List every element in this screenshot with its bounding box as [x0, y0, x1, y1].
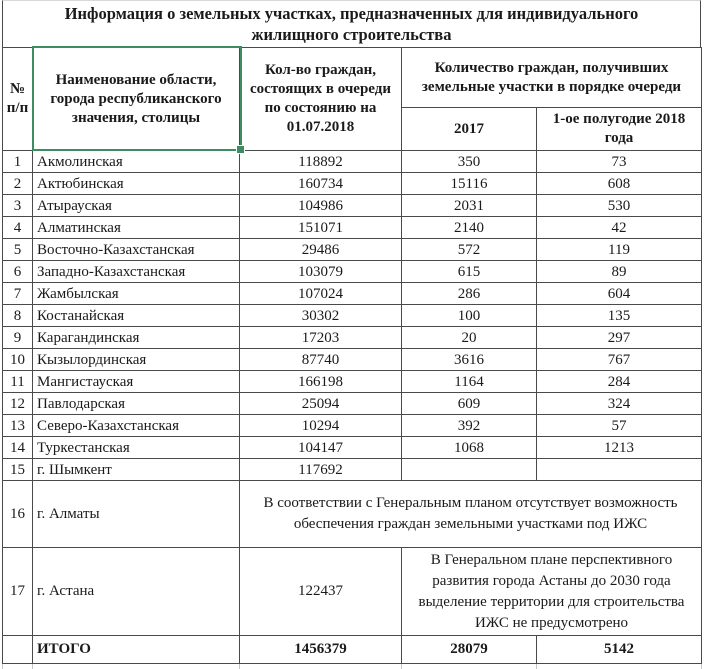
- received-2018h1-cell[interactable]: 324: [537, 393, 702, 415]
- received-2018h1-cell[interactable]: 42: [537, 217, 702, 239]
- queue-count-cell[interactable]: 122437: [240, 548, 402, 636]
- received-2017-cell[interactable]: [402, 459, 537, 481]
- row-number-cell[interactable]: 6: [3, 261, 33, 283]
- row-number-cell[interactable]: 17: [3, 548, 33, 636]
- header-num[interactable]: № п/п: [3, 48, 33, 151]
- row-number-cell[interactable]: 7: [3, 283, 33, 305]
- row-number-cell[interactable]: 8: [3, 305, 33, 327]
- row-number-cell[interactable]: 1: [3, 151, 33, 173]
- row-number-cell[interactable]: 11: [3, 371, 33, 393]
- table-row: [3, 239, 702, 261]
- received-2018h1-cell[interactable]: 767: [537, 349, 702, 371]
- row-number-cell[interactable]: 16: [3, 481, 33, 548]
- received-2017-cell[interactable]: 392: [402, 415, 537, 437]
- queue-count-cell[interactable]: 10294: [240, 415, 402, 437]
- table-row: [3, 261, 702, 283]
- table-row: [3, 195, 702, 217]
- queue-count-cell[interactable]: 25094: [240, 393, 402, 415]
- table-title-text: Информация о земельных участках, предназначенных для индивидуального жилищного строительства: [64, 4, 639, 44]
- received-2018h1-cell[interactable]: 1213: [537, 437, 702, 459]
- received-2018h1-cell[interactable]: 89: [537, 261, 702, 283]
- received-2018h1-cell[interactable]: 135: [537, 305, 702, 327]
- partial-next-row: [3, 664, 702, 669]
- received-2018h1-cell[interactable]: 604: [537, 283, 702, 305]
- received-2018h1-cell[interactable]: 119: [537, 239, 702, 261]
- region-name-cell[interactable]: Алматинская: [33, 217, 240, 239]
- row-number-cell[interactable]: 4: [3, 217, 33, 239]
- table-row: [3, 415, 702, 437]
- table-title: [2, 0, 701, 47]
- queue-count-cell[interactable]: 29486: [240, 239, 402, 261]
- table-row: [3, 173, 702, 195]
- table-row: [3, 437, 702, 459]
- queue-count-cell[interactable]: 103079: [240, 261, 402, 283]
- region-name-cell[interactable]: Костанайская: [33, 305, 240, 327]
- table-row-astana: [3, 548, 702, 636]
- empty-cell: [537, 664, 702, 669]
- queue-count-cell[interactable]: 166198: [240, 371, 402, 393]
- received-2018h1-cell[interactable]: 608: [537, 173, 702, 195]
- table-row: [3, 349, 702, 371]
- region-name-cell[interactable]: Мангистауская: [33, 371, 240, 393]
- header-received-group[interactable]: Количество граждан, получивших земельные участки в порядке очереди: [402, 48, 702, 108]
- region-name-cell[interactable]: Западно-Казахстанская: [33, 261, 240, 283]
- empty-cell: [240, 664, 402, 669]
- table-row: [3, 305, 702, 327]
- received-2017-cell[interactable]: 15116: [402, 173, 537, 195]
- table-row: [3, 459, 702, 481]
- table-row: [3, 151, 702, 173]
- total-queue-cell[interactable]: 1456379: [240, 636, 402, 664]
- header-row-1: [3, 48, 702, 108]
- region-name-cell[interactable]: Северо-Казахстанская: [33, 415, 240, 437]
- received-2018h1-cell[interactable]: 284: [537, 371, 702, 393]
- region-name-cell[interactable]: Карагандинская: [33, 327, 240, 349]
- received-2017-cell[interactable]: 609: [402, 393, 537, 415]
- received-2017-cell[interactable]: 572: [402, 239, 537, 261]
- queue-count-cell[interactable]: 87740: [240, 349, 402, 371]
- received-2017-cell[interactable]: 3616: [402, 349, 537, 371]
- region-name-cell[interactable]: г. Астана: [33, 548, 240, 636]
- row-number-cell[interactable]: 13: [3, 415, 33, 437]
- queue-count-cell[interactable]: 151071: [240, 217, 402, 239]
- queue-count-cell[interactable]: 30302: [240, 305, 402, 327]
- total-2017-cell[interactable]: 28079: [402, 636, 537, 664]
- queue-count-cell[interactable]: 107024: [240, 283, 402, 305]
- table-row: [3, 283, 702, 305]
- queue-count-cell[interactable]: 118892: [240, 151, 402, 173]
- region-name-cell[interactable]: Туркестанская: [33, 437, 240, 459]
- received-2017-cell[interactable]: 1068: [402, 437, 537, 459]
- header-region selected-cell[interactable]: Наименование области, города республиканского значения, столицы: [33, 48, 240, 151]
- fill-handle[interactable]: [236, 145, 245, 154]
- queue-count-cell[interactable]: 117692: [240, 459, 402, 481]
- region-name-cell[interactable]: Акмолинская: [33, 151, 240, 173]
- received-2017-cell[interactable]: 2031: [402, 195, 537, 217]
- empty-cell: [3, 664, 33, 669]
- received-2017-cell[interactable]: 350: [402, 151, 537, 173]
- queue-count-cell[interactable]: 104147: [240, 437, 402, 459]
- total-label-cell[interactable]: ИТОГО: [33, 636, 240, 664]
- region-name-cell[interactable]: Кызылординская: [33, 349, 240, 371]
- empty-cell: [402, 664, 537, 669]
- total-num-cell[interactable]: [3, 636, 33, 664]
- received-2018h1-cell[interactable]: 73: [537, 151, 702, 173]
- received-2017-cell[interactable]: 286: [402, 283, 537, 305]
- almaty-note-cell[interactable]: В соответствии с Генеральным планом отсутствует возможность обеспечения граждан земельными участками под ИЖС: [240, 481, 702, 548]
- received-2017-cell[interactable]: 20: [402, 327, 537, 349]
- table-row: [3, 393, 702, 415]
- received-2018h1-cell[interactable]: 297: [537, 327, 702, 349]
- table-row: [3, 371, 702, 393]
- received-2017-cell[interactable]: 615: [402, 261, 537, 283]
- total-2018h1-cell[interactable]: 5142: [537, 636, 702, 664]
- queue-count-cell[interactable]: 104986: [240, 195, 402, 217]
- astana-note-cell[interactable]: В Генеральном плане перспективного развития города Астаны до 2030 года выделение территории для строительства ИЖС не предусмотрено: [402, 548, 702, 636]
- received-2018h1-cell[interactable]: [537, 459, 702, 481]
- received-2018h1-cell[interactable]: 530: [537, 195, 702, 217]
- received-2017-cell[interactable]: 100: [402, 305, 537, 327]
- row-number-cell[interactable]: 14: [3, 437, 33, 459]
- region-name-cell[interactable]: Актюбинская: [33, 173, 240, 195]
- row-number-cell[interactable]: 3: [3, 195, 33, 217]
- region-name-cell[interactable]: Павлодарская: [33, 393, 240, 415]
- header-2018h1[interactable]: 1-ое полугодие 2018 года: [537, 108, 702, 151]
- total-row: [3, 636, 702, 664]
- region-name-cell[interactable]: г. Шымкент: [33, 459, 240, 481]
- received-2017-cell[interactable]: 1164: [402, 371, 537, 393]
- received-2018h1-cell[interactable]: 57: [537, 415, 702, 437]
- region-name-cell[interactable]: г. Алматы: [33, 481, 240, 548]
- queue-count-cell[interactable]: 17203: [240, 327, 402, 349]
- region-name-cell[interactable]: Жамбылская: [33, 283, 240, 305]
- row-number-cell[interactable]: 12: [3, 393, 33, 415]
- header-2017[interactable]: 2017: [402, 108, 537, 151]
- row-number-cell[interactable]: 10: [3, 349, 33, 371]
- table-row: [3, 217, 702, 239]
- table-row-almaty: [3, 481, 702, 548]
- row-number-cell[interactable]: 2: [3, 173, 33, 195]
- received-2017-cell[interactable]: 2140: [402, 217, 537, 239]
- row-number-cell[interactable]: 5: [3, 239, 33, 261]
- queue-count-cell[interactable]: 160734: [240, 173, 402, 195]
- row-number-cell[interactable]: 9: [3, 327, 33, 349]
- region-name-cell[interactable]: Атырауская: [33, 195, 240, 217]
- header-queue[interactable]: Кол-во граждан, состоящих в очереди по состоянию на 01.07.2018: [240, 48, 402, 151]
- land-plots-table: [2, 47, 702, 669]
- empty-cell: [33, 664, 240, 669]
- row-number-cell[interactable]: 15: [3, 459, 33, 481]
- table-row: [3, 327, 702, 349]
- region-name-cell[interactable]: Восточно-Казахстанская: [33, 239, 240, 261]
